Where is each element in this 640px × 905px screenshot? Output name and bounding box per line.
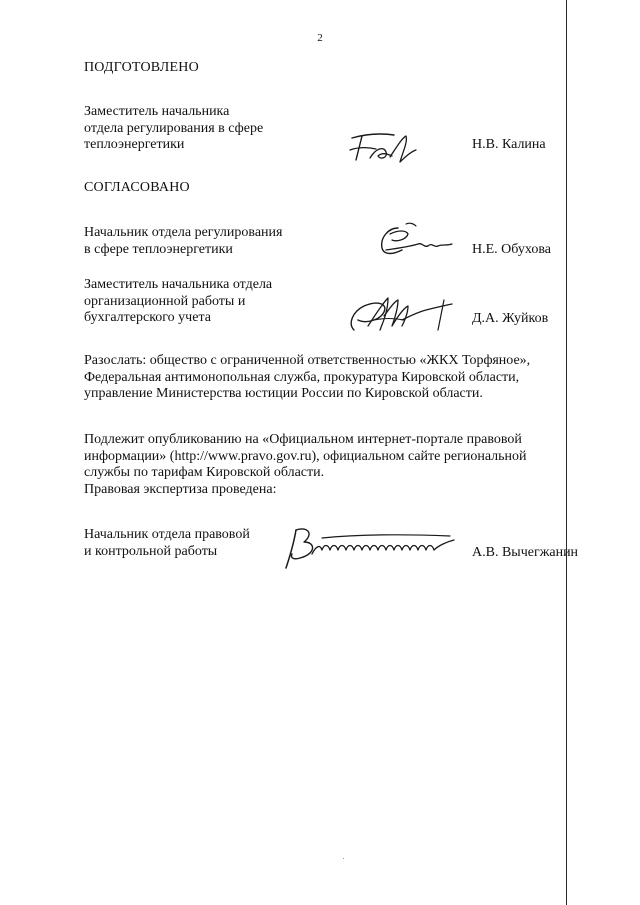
position-line: Начальник отдела регулирования [84, 225, 283, 240]
position-line: Заместитель начальника [84, 104, 230, 119]
signer-position-obukhova [84, 225, 344, 258]
signature-kalina-icon [346, 130, 422, 166]
position-line: в сфере теплоэнергетики [84, 241, 233, 257]
publication-line: информации» (http://www.pravo.gov.ru), официальном сайте региональной [84, 448, 527, 464]
position-line: Заместитель начальника отдела [84, 277, 273, 292]
position-line: и контрольной работы [84, 543, 218, 559]
distribution-line: Разослать: общество с ограниченной ответственностью «ЖКХ Торфяное», [84, 353, 531, 368]
signature-zhuikov-icon [344, 290, 462, 336]
publication-line: службы по тарифам Кировской области. [84, 465, 325, 480]
distribution-list [84, 353, 586, 403]
page-number: 2 [317, 32, 323, 44]
signer-position-kalina [84, 104, 344, 154]
signature-vychegzhanin-icon [282, 524, 460, 572]
signer-name-vychegzhanin: А.В. Вычегжанин [472, 545, 579, 560]
position-line: организационной работы и [84, 293, 246, 309]
position-line: теплоэнергетики [84, 137, 185, 152]
signature-obukhova-icon [376, 220, 460, 260]
publication-note [84, 432, 586, 498]
signer-name-obukhova: Н.Е. Обухова [472, 242, 551, 257]
position-line: бухгалтерского учета [84, 310, 211, 325]
signer-name-kalina: Н.В. Калина [472, 137, 546, 152]
publication-line: Подлежит опубликованию на «Официальном интернет-портале правовой [84, 432, 522, 447]
position-line: Начальник отдела правовой [84, 527, 250, 542]
distribution-line: управление Министерства юстиции России по Кировской области. [84, 386, 483, 401]
signer-position-vychegzhanin [84, 527, 304, 560]
position-line: отдела регулирования в сфере [84, 120, 264, 136]
distribution-line: Федеральная антимонопольная служба, прокуратура Кировской области, [84, 369, 520, 385]
prepared-heading: ПОДГОТОВЛЕНО [84, 60, 199, 75]
signer-name-zhuikov: Д.А. Жуйков [472, 311, 549, 326]
signer-position-zhuikov [84, 277, 344, 327]
scan-dot [343, 858, 344, 859]
legal-expertise-note: Правовая экспертиза проведена: [84, 481, 277, 497]
agreed-heading: СОГЛАСОВАНО [84, 180, 190, 195]
